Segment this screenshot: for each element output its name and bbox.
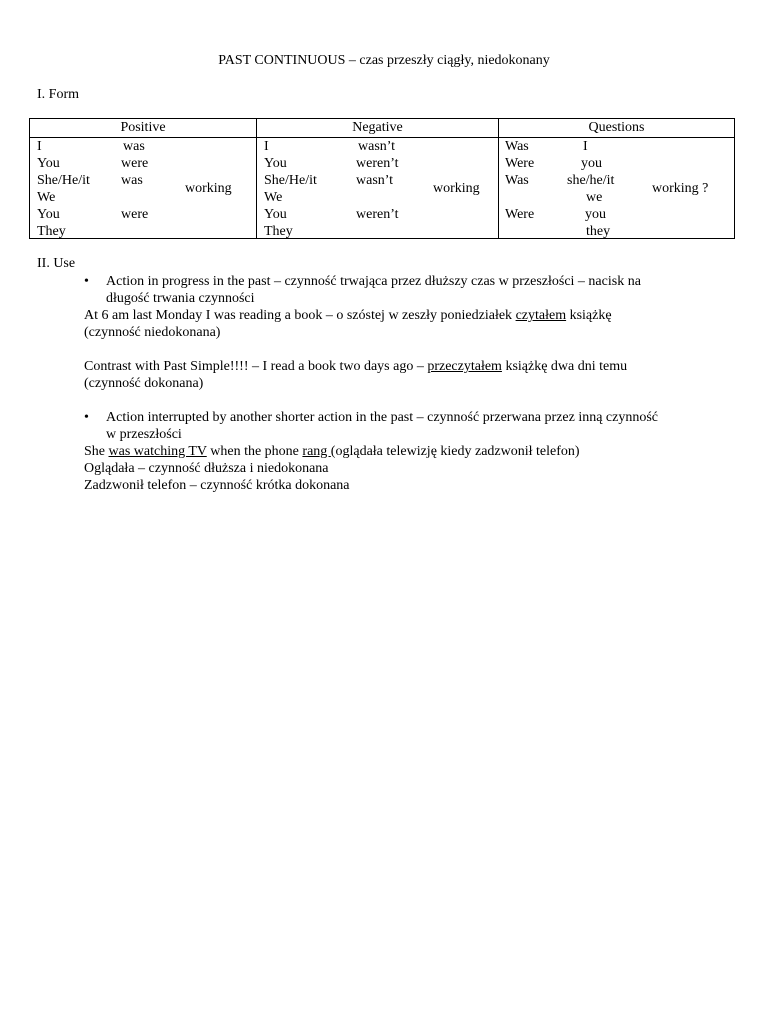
bullet-icon: • — [84, 274, 89, 289]
use2-note2: Zadzwonił telefon – czynność krótka dokonana — [84, 478, 350, 493]
positive-subject: I — [37, 139, 42, 154]
positive-verb: was — [121, 173, 143, 188]
negative-main-verb: working — [433, 181, 480, 196]
question-subject: you — [585, 207, 606, 222]
use2-example: She was watching TV when the phone rang (oglądała telewizję kiedy zadzwonił telefon) — [84, 444, 580, 459]
form-table — [29, 118, 735, 239]
question-subject: we — [586, 190, 603, 205]
question-subject: you — [581, 156, 602, 171]
underlined-verb: czytałem — [515, 308, 567, 323]
positive-subject: You — [37, 207, 60, 222]
use2-line2: w przeszłości — [106, 427, 182, 442]
positive-subject: You — [37, 156, 60, 171]
positive-verb: were — [121, 207, 149, 222]
question-subject: I — [583, 139, 588, 154]
positive-verb: was — [123, 139, 145, 154]
underlined-verb: przeczytałem — [427, 359, 502, 374]
positive-verb: were — [121, 156, 149, 171]
bullet-icon: • — [84, 410, 89, 425]
negative-subject: I — [264, 139, 269, 154]
underlined-phrase: was watching TV — [108, 444, 207, 459]
question-main-verb: working ? — [652, 181, 709, 196]
negative-subject: You — [264, 156, 287, 171]
negative-cell — [257, 138, 499, 239]
question-subject: they — [586, 224, 611, 239]
positive-subject: They — [37, 224, 66, 239]
section-heading-form: I. Form — [37, 87, 79, 102]
positive-cell — [30, 138, 257, 239]
question-aux: Was — [505, 173, 529, 188]
header-negative: Negative — [257, 119, 499, 138]
negative-verb: weren’t — [356, 156, 399, 171]
negative-verb: wasn’t — [358, 139, 396, 154]
question-subject: she/he/it — [567, 173, 615, 188]
negative-subject: We — [264, 190, 283, 205]
header-positive: Positive — [30, 119, 257, 138]
negative-subject: You — [264, 207, 287, 222]
use2-line1: Action interrupted by another shorter action in the past – czynność przerwana przez inną czynność — [106, 410, 659, 425]
use1-example-note: (czynność niedokonana) — [84, 325, 221, 340]
contrast-line: Contrast with Past Simple!!!! – I read a book two days ago – przeczytałem książkę dwa dni temu — [84, 359, 628, 374]
question-aux: Were — [505, 156, 535, 171]
use1-line2: długość trwania czynności — [106, 291, 255, 306]
questions-cell — [499, 138, 735, 239]
positive-main-verb: working — [185, 181, 232, 196]
negative-subject: They — [264, 224, 293, 239]
section-heading-use: II. Use — [37, 256, 76, 271]
use1-line1: Action in progress in the past – czynność trwająca przez dłuższy czas w przeszłości – nacisk na — [106, 274, 641, 289]
contrast-note: (czynność dokonana) — [84, 376, 204, 391]
negative-verb: weren’t — [356, 207, 399, 222]
use1-example: At 6 am last Monday I was reading a book – o szóstej w zeszły poniedziałek czytałem książkę — [84, 308, 612, 323]
question-aux: Was — [505, 139, 529, 154]
positive-subject: She/He/it — [37, 173, 90, 188]
negative-subject: She/He/it — [264, 173, 317, 188]
header-questions: Questions — [499, 119, 735, 138]
use2-note1: Oglądała – czynność dłuższa i niedokonana — [84, 461, 329, 476]
page-title: PAST CONTINUOUS – czas przeszły ciągły, niedokonany — [218, 53, 550, 68]
question-aux: Were — [505, 207, 535, 222]
positive-subject: We — [37, 190, 56, 205]
underlined-verb: rang — [302, 444, 331, 459]
negative-verb: wasn’t — [356, 173, 394, 188]
